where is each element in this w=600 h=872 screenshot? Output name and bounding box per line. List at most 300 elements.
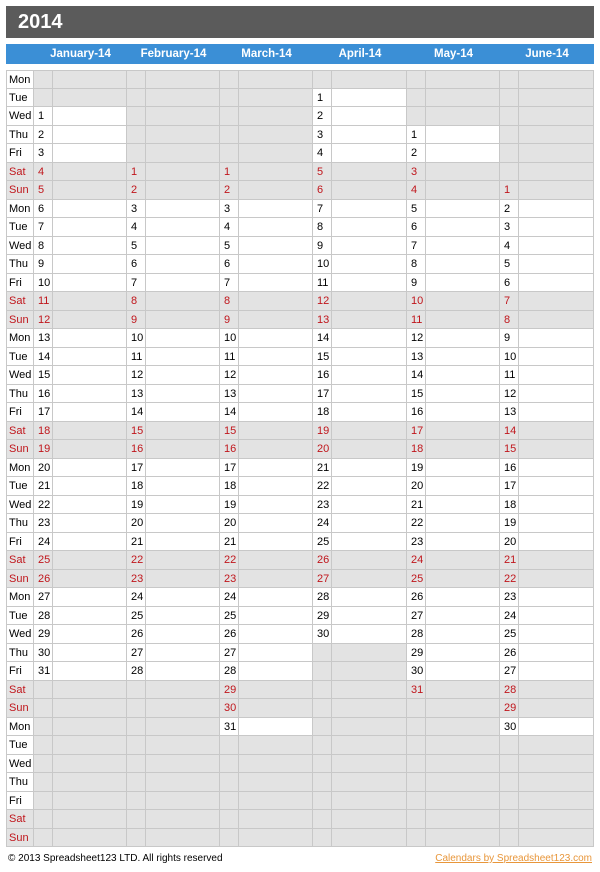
day-note-cell[interactable] [53,533,127,552]
day-note-cell[interactable] [519,607,594,626]
day-note-cell [53,70,127,89]
day-note-cell [519,773,594,792]
day-note-cell[interactable] [332,311,407,330]
day-number [313,736,332,755]
day-note-cell[interactable] [53,551,127,570]
day-note-cell[interactable] [239,329,313,348]
day-number: 6 [220,255,239,274]
day-number [500,810,519,829]
day-note-cell[interactable] [239,662,313,681]
day-note-cell [239,755,313,774]
day-note-cell[interactable] [53,644,127,663]
day-note-cell[interactable] [146,477,220,496]
day-note-cell[interactable] [332,218,407,237]
day-number: 14 [220,403,239,422]
day-note-cell[interactable] [239,681,313,700]
day-note-cell[interactable] [519,477,594,496]
day-number [127,773,146,792]
day-note-cell[interactable] [53,385,127,404]
day-note-cell[interactable] [53,477,127,496]
day-number: 5 [407,200,426,219]
day-note-cell[interactable] [332,607,407,626]
day-number [127,70,146,89]
calendar-row [6,200,594,219]
day-number: 18 [500,496,519,515]
day-note-cell[interactable] [332,496,407,515]
day-note-cell[interactable] [519,570,594,589]
day-number: 28 [313,588,332,607]
day-note-cell [519,107,594,126]
day-note-cell[interactable] [426,144,500,163]
day-note-cell[interactable] [53,440,127,459]
day-note-cell [332,70,407,89]
calendar-row [6,644,594,663]
day-number [500,144,519,163]
day-note-cell[interactable] [519,200,594,219]
day-note-cell[interactable] [426,348,500,367]
day-number [127,829,146,848]
day-note-cell[interactable] [146,403,220,422]
day-note-cell[interactable] [332,477,407,496]
day-note-cell[interactable] [332,181,407,200]
day-note-cell[interactable] [239,403,313,422]
day-note-cell[interactable] [426,533,500,552]
day-note-cell[interactable] [426,181,500,200]
day-note-cell[interactable] [239,625,313,644]
day-note-cell[interactable] [239,699,313,718]
day-note-cell[interactable] [519,551,594,570]
day-note-cell[interactable] [239,533,313,552]
day-number: 9 [500,329,519,348]
day-number: 31 [220,718,239,737]
day-note-cell[interactable] [519,625,594,644]
day-note-cell[interactable] [239,292,313,311]
day-note-cell[interactable] [426,607,500,626]
day-number: 13 [34,329,53,348]
day-number: 7 [313,200,332,219]
calendar-row [6,218,594,237]
day-number: 20 [313,440,332,459]
calendar-row [6,514,594,533]
day-number: 2 [127,181,146,200]
day-number: 1 [407,126,426,145]
day-number: 25 [127,607,146,626]
day-note-cell[interactable] [332,533,407,552]
day-note-cell[interactable] [53,625,127,644]
day-note-cell[interactable] [53,459,127,478]
day-number: 26 [407,588,426,607]
calendar-row [6,477,594,496]
day-note-cell[interactable] [519,403,594,422]
footer-link[interactable]: Calendars by Spreadsheet123.com [435,853,592,864]
day-number: 26 [500,644,519,663]
day-note-cell[interactable] [146,366,220,385]
day-note-cell[interactable] [53,311,127,330]
day-note-cell[interactable] [239,440,313,459]
day-note-cell[interactable] [53,662,127,681]
day-number: 9 [34,255,53,274]
day-note-cell[interactable] [146,644,220,663]
day-number [500,773,519,792]
day-note-cell[interactable] [426,514,500,533]
day-note-cell[interactable] [426,255,500,274]
day-number: 10 [220,329,239,348]
weekday-label: Wed [6,107,34,126]
day-note-cell[interactable] [146,514,220,533]
day-number: 12 [127,366,146,385]
day-number: 13 [500,403,519,422]
day-note-cell[interactable] [53,200,127,219]
day-number: 6 [127,255,146,274]
day-number: 10 [127,329,146,348]
day-note-cell[interactable] [426,292,500,311]
calendar-row [6,773,594,792]
day-note-cell[interactable] [146,163,220,182]
day-note-cell[interactable] [239,570,313,589]
day-number [127,718,146,737]
day-note-cell[interactable] [332,385,407,404]
day-number [34,810,53,829]
day-note-cell[interactable] [239,588,313,607]
day-number [34,755,53,774]
day-note-cell[interactable] [426,311,500,330]
calendar-row [6,607,594,626]
day-note-cell[interactable] [426,588,500,607]
day-note-cell[interactable] [53,255,127,274]
day-note-cell[interactable] [53,274,127,293]
day-number: 19 [127,496,146,515]
day-number [500,792,519,811]
day-note-cell[interactable] [332,422,407,441]
day-number: 26 [34,570,53,589]
day-note-cell[interactable] [146,329,220,348]
day-note-cell[interactable] [53,348,127,367]
day-note-cell[interactable] [426,218,500,237]
day-note-cell[interactable] [146,551,220,570]
calendar-row [6,792,594,811]
day-number: 2 [500,200,519,219]
day-number: 6 [34,200,53,219]
day-number [34,829,53,848]
day-note-cell[interactable] [53,496,127,515]
day-note-cell[interactable] [332,255,407,274]
weekday-label: Fri [6,403,34,422]
day-number [313,718,332,737]
weekday-label: Fri [6,662,34,681]
calendar-row [6,459,594,478]
day-number: 26 [313,551,332,570]
month-header-march: March-14 [241,48,292,60]
day-note-cell[interactable] [426,681,500,700]
day-note-cell[interactable] [332,459,407,478]
day-number [220,89,239,108]
day-note-cell[interactable] [519,311,594,330]
day-note-cell[interactable] [426,477,500,496]
day-note-cell[interactable] [239,255,313,274]
day-note-cell[interactable] [426,274,500,293]
day-number: 11 [34,292,53,311]
day-number: 8 [127,292,146,311]
day-number: 25 [313,533,332,552]
day-note-cell[interactable] [53,422,127,441]
day-note-cell[interactable] [519,662,594,681]
day-note-cell[interactable] [53,237,127,256]
day-note-cell[interactable] [332,292,407,311]
day-note-cell[interactable] [332,107,407,126]
day-number: 29 [220,681,239,700]
day-note-cell[interactable] [146,607,220,626]
day-note-cell [519,829,594,848]
calendar-row [6,810,594,829]
day-note-cell[interactable] [53,607,127,626]
day-number: 18 [127,477,146,496]
calendar-row [6,736,594,755]
day-number [34,718,53,737]
day-note-cell[interactable] [519,366,594,385]
day-number: 22 [407,514,426,533]
day-note-cell[interactable] [53,126,127,145]
day-note-cell[interactable] [239,163,313,182]
day-note-cell[interactable] [426,570,500,589]
day-note-cell[interactable] [519,274,594,293]
day-number: 24 [313,514,332,533]
day-note-cell[interactable] [146,292,220,311]
day-note-cell[interactable] [146,588,220,607]
day-note-cell[interactable] [239,237,313,256]
day-note-cell[interactable] [332,588,407,607]
weekday-label: Sat [6,681,34,700]
day-note-cell[interactable] [426,440,500,459]
day-note-cell[interactable] [53,403,127,422]
day-number: 7 [127,274,146,293]
day-note-cell[interactable] [239,607,313,626]
day-note-cell[interactable] [519,292,594,311]
day-note-cell[interactable] [239,218,313,237]
day-number: 2 [220,181,239,200]
day-note-cell [332,810,407,829]
day-note-cell[interactable] [332,348,407,367]
day-number [313,681,332,700]
day-number: 12 [313,292,332,311]
day-note-cell[interactable] [146,348,220,367]
day-number: 16 [34,385,53,404]
day-number: 10 [313,255,332,274]
calendar-year-title: 2014 [18,11,63,33]
day-note-cell[interactable] [426,200,500,219]
day-note-cell[interactable] [146,459,220,478]
day-number: 8 [500,311,519,330]
weekday-label: Sat [6,422,34,441]
day-note-cell[interactable] [53,181,127,200]
day-note-cell[interactable] [332,514,407,533]
day-note-cell[interactable] [332,403,407,422]
day-note-cell [332,699,407,718]
day-note-cell[interactable] [146,533,220,552]
day-note-cell[interactable] [53,329,127,348]
day-note-cell[interactable] [146,570,220,589]
day-number [500,755,519,774]
day-number: 9 [127,311,146,330]
day-note-cell[interactable] [53,218,127,237]
day-note-cell[interactable] [426,366,500,385]
day-note-cell[interactable] [519,237,594,256]
day-note-cell[interactable] [519,422,594,441]
day-note-cell[interactable] [239,644,313,663]
day-number [313,644,332,663]
day-note-cell[interactable] [332,274,407,293]
day-number: 23 [220,570,239,589]
day-note-cell[interactable] [519,533,594,552]
day-note-cell[interactable] [519,588,594,607]
day-note-cell[interactable] [426,126,500,145]
day-note-cell [146,70,220,89]
day-number [220,829,239,848]
day-note-cell[interactable] [53,588,127,607]
day-note-cell[interactable] [426,422,500,441]
day-note-cell[interactable] [332,237,407,256]
day-note-cell[interactable] [519,718,594,737]
day-number [313,792,332,811]
day-note-cell[interactable] [146,422,220,441]
weekday-label: Wed [6,496,34,515]
day-number: 20 [220,514,239,533]
day-note-cell[interactable] [239,366,313,385]
day-number: 6 [313,181,332,200]
day-note-cell [239,126,313,145]
day-note-cell[interactable] [239,422,313,441]
day-number: 16 [407,403,426,422]
day-note-cell[interactable] [53,107,127,126]
day-note-cell[interactable] [239,200,313,219]
day-note-cell[interactable] [426,496,500,515]
day-note-cell[interactable] [519,385,594,404]
day-note-cell[interactable] [519,181,594,200]
day-number: 2 [407,144,426,163]
day-note-cell[interactable] [332,551,407,570]
day-note-cell[interactable] [239,477,313,496]
day-note-cell[interactable] [332,126,407,145]
day-number: 23 [500,588,519,607]
day-note-cell[interactable] [426,163,500,182]
day-note-cell[interactable] [426,625,500,644]
day-number: 22 [313,477,332,496]
day-note-cell[interactable] [426,385,500,404]
day-note-cell[interactable] [53,163,127,182]
day-note-cell[interactable] [239,496,313,515]
day-number: 28 [220,662,239,681]
day-note-cell[interactable] [332,200,407,219]
weekday-label: Wed [6,625,34,644]
day-note-cell [426,792,500,811]
day-note-cell[interactable] [146,200,220,219]
day-note-cell[interactable] [146,385,220,404]
day-note-cell[interactable] [239,181,313,200]
day-note-cell[interactable] [332,144,407,163]
day-note-cell[interactable] [332,163,407,182]
day-note-cell[interactable] [426,403,500,422]
day-note-cell[interactable] [53,292,127,311]
day-number: 7 [407,237,426,256]
day-note-cell[interactable] [519,218,594,237]
day-note-cell[interactable] [332,570,407,589]
day-note-cell[interactable] [519,459,594,478]
day-number [127,107,146,126]
day-note-cell[interactable] [146,625,220,644]
day-number: 21 [220,533,239,552]
day-note-cell[interactable] [519,255,594,274]
weekday-label: Sat [6,292,34,311]
day-note-cell[interactable] [53,570,127,589]
day-note-cell[interactable] [146,274,220,293]
day-number [500,736,519,755]
day-note-cell[interactable] [519,348,594,367]
day-note-cell[interactable] [146,218,220,237]
day-note-cell[interactable] [426,662,500,681]
day-note-cell[interactable] [239,718,313,737]
day-note-cell[interactable] [332,329,407,348]
calendar-row [6,126,594,145]
day-note-cell[interactable] [239,348,313,367]
day-note-cell[interactable] [426,459,500,478]
day-note-cell[interactable] [146,255,220,274]
day-note-cell[interactable] [239,274,313,293]
day-note-cell[interactable] [146,311,220,330]
day-number: 3 [500,218,519,237]
day-note-cell[interactable] [239,311,313,330]
day-note-cell[interactable] [519,440,594,459]
day-number: 7 [220,274,239,293]
day-note-cell[interactable] [146,237,220,256]
day-note-cell [239,70,313,89]
day-note-cell[interactable] [239,385,313,404]
day-note-cell[interactable] [146,181,220,200]
day-note-cell[interactable] [239,551,313,570]
day-note-cell[interactable] [426,329,500,348]
day-note-cell[interactable] [239,459,313,478]
day-note-cell[interactable] [146,496,220,515]
day-note-cell[interactable] [519,644,594,663]
day-note-cell[interactable] [53,366,127,385]
day-note-cell [426,699,500,718]
day-note-cell[interactable] [332,89,407,108]
day-note-cell[interactable] [426,237,500,256]
day-note-cell[interactable] [519,514,594,533]
day-note-cell[interactable] [519,496,594,515]
day-note-cell[interactable] [519,329,594,348]
day-note-cell[interactable] [146,662,220,681]
day-note-cell[interactable] [53,144,127,163]
day-note-cell [146,144,220,163]
day-note-cell[interactable] [239,514,313,533]
day-number: 30 [500,718,519,737]
day-note-cell [146,699,220,718]
day-note-cell[interactable] [53,514,127,533]
day-note-cell[interactable] [426,644,500,663]
day-note-cell[interactable] [519,681,594,700]
day-note-cell[interactable] [332,440,407,459]
day-note-cell[interactable] [332,366,407,385]
day-note-cell[interactable] [146,440,220,459]
month-header-bar [6,44,594,64]
day-number: 21 [313,459,332,478]
day-number: 14 [407,366,426,385]
weekday-label: Fri [6,144,34,163]
day-note-cell[interactable] [519,699,594,718]
day-number [313,829,332,848]
day-note-cell[interactable] [426,551,500,570]
weekday-label: Thu [6,514,34,533]
day-note-cell[interactable] [332,625,407,644]
